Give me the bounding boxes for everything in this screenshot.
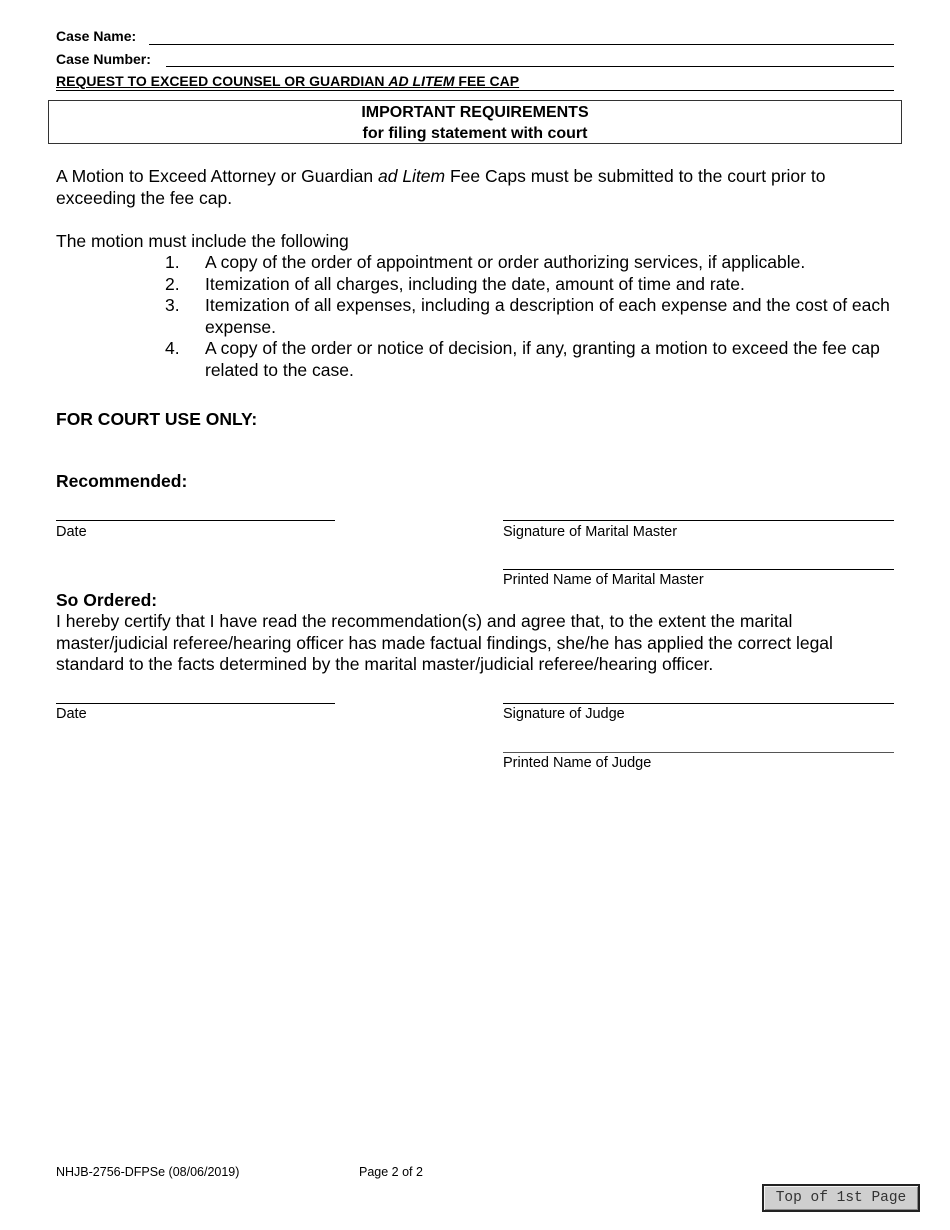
court-use-heading: FOR COURT USE ONLY: bbox=[56, 409, 258, 429]
motion-requirements-list bbox=[165, 252, 905, 381]
judge-date-line[interactable] bbox=[56, 703, 335, 704]
case-number-label: Case Number: bbox=[56, 51, 151, 67]
marital-master-signature-line[interactable] bbox=[503, 520, 894, 521]
requirements-box bbox=[48, 100, 902, 144]
case-name-label: Case Name: bbox=[56, 28, 137, 44]
form-title bbox=[56, 73, 894, 89]
form-title-italic: AD LITEM bbox=[388, 73, 455, 89]
motion-intro: The motion must include the following bbox=[56, 231, 349, 251]
list-item bbox=[165, 274, 905, 296]
form-title-rule bbox=[56, 90, 894, 91]
list-item bbox=[165, 338, 905, 381]
list-item-text: A copy of the order or notice of decision, if any, granting a motion to exceed the fee cap related to the case. bbox=[205, 338, 880, 380]
recommended-date-line[interactable] bbox=[56, 520, 335, 521]
so-ordered-heading: So Ordered: bbox=[56, 590, 158, 610]
recommended-date-label: Date bbox=[56, 524, 87, 540]
certification-text: I hereby certify that I have read the recommendation(s) and agree that, to the extent the marital master/judicial referee/hearing officer has made factual findings, she/he has applied the correct legal standard to the facts determined by the marital master/judicial referee/hearing officer. bbox=[56, 611, 833, 674]
list-item-text: A copy of the order of appointment or order authorizing services, if applicable. bbox=[205, 252, 806, 272]
intro-paragraph bbox=[56, 166, 896, 209]
marital-master-signature-label: Signature of Marital Master bbox=[503, 524, 678, 540]
judge-signature-line[interactable] bbox=[503, 703, 894, 704]
list-item bbox=[165, 252, 905, 274]
form-title-part1: REQUEST TO EXCEED COUNSEL OR GUARDIAN bbox=[56, 73, 389, 89]
judge-name-label: Printed Name of Judge bbox=[503, 755, 652, 771]
list-item-number: 3. bbox=[165, 295, 180, 315]
requirements-title: IMPORTANT REQUIREMENTS bbox=[361, 104, 589, 121]
case-name-field[interactable] bbox=[149, 44, 894, 45]
list-item-number: 4. bbox=[165, 338, 180, 358]
intro-italic: ad Litem bbox=[378, 166, 446, 186]
recommended-heading: Recommended: bbox=[56, 471, 188, 491]
page-number: Page 2 of 2 bbox=[359, 1165, 423, 1179]
list-item-text: Itemization of all expenses, including a description of each expense and the cost of each expense. bbox=[205, 295, 890, 337]
judge-date-label: Date bbox=[56, 706, 87, 722]
form-title-part2: FEE CAP bbox=[454, 73, 520, 89]
intro-part2: Fee Caps must be submitted to the court prior to exceeding the fee cap. bbox=[56, 166, 826, 208]
list-item bbox=[165, 295, 905, 338]
judge-name-line[interactable] bbox=[503, 752, 894, 753]
case-number-field[interactable] bbox=[166, 66, 894, 67]
judge-signature-label: Signature of Judge bbox=[503, 706, 625, 722]
intro-part1: A Motion to Exceed Attorney or Guardian bbox=[56, 166, 378, 186]
list-item-text: Itemization of all charges, including the date, amount of time and rate. bbox=[205, 273, 745, 294]
list-item-number: 1. bbox=[165, 252, 180, 272]
top-of-first-page-button[interactable]: Top of 1st Page bbox=[762, 1184, 920, 1212]
requirements-subtitle: for filing statement with court bbox=[362, 125, 588, 142]
marital-master-name-label: Printed Name of Marital Master bbox=[503, 572, 704, 588]
form-id: NHJB-2756-DFPSe (08/06/2019) bbox=[56, 1165, 240, 1179]
marital-master-name-line[interactable] bbox=[503, 569, 894, 570]
list-item-number: 2. bbox=[165, 273, 180, 294]
